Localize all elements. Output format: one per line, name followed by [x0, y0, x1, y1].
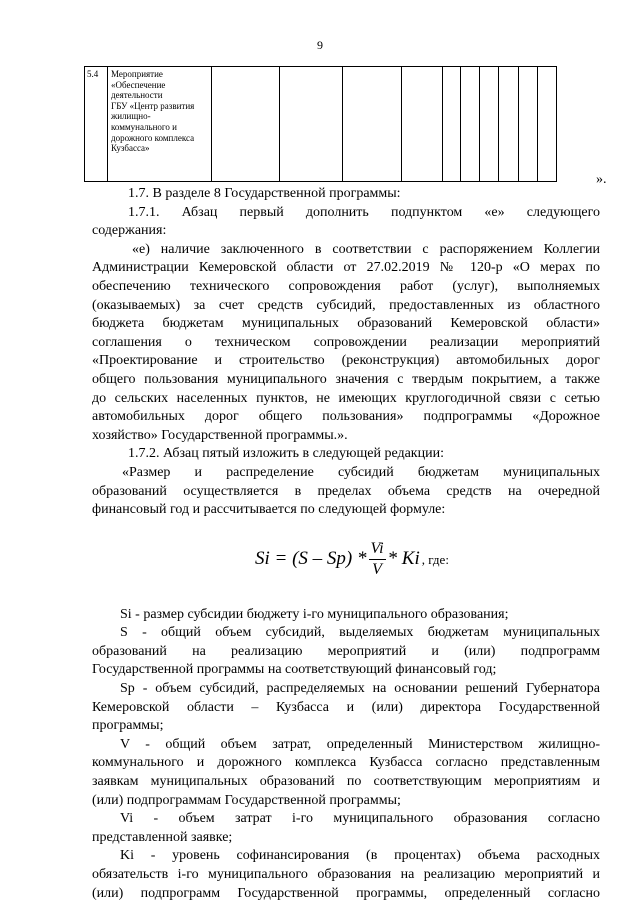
text-line: автомобильных дорог общего пользования» подпрограммы «Дорожное: [92, 409, 600, 425]
text-line: бюджета бюджетам муниципальных образований Кемеровской области»: [92, 316, 600, 332]
formula-right: * Ki: [387, 547, 420, 569]
event-line: ГБУ «Центр развития: [111, 100, 195, 111]
text-line: обеспечению технического сопровождения работ (услуг), выполняемых: [92, 278, 600, 294]
text-line: (оказываемых) за счет средств субсидий, предоставленных из областного: [92, 297, 600, 313]
empty-cell: [212, 67, 280, 182]
event-line: «Обеспечение: [111, 79, 166, 90]
text-line: финансовый год и рассчитывается по следующей формуле:: [92, 502, 446, 518]
closing-quote: ».: [596, 172, 607, 187]
formula-expression: [255, 539, 449, 580]
text-line: Vi - объем затрат i-го муниципального образования согласно: [120, 811, 600, 827]
event-line: жилищно-: [111, 111, 151, 122]
text-line: Администрации Кемеровской области от 27.02.2019 № 120-р «О мерах по: [92, 260, 600, 276]
formula-suffix: , где:: [421, 551, 449, 567]
text-line: «Проектирование и строительство (реконструкция) автомобильных дорог: [92, 353, 600, 369]
text-line: программы;: [92, 718, 164, 734]
empty-cell: [538, 67, 557, 182]
text-line: хозяйство» Государственной программы.».: [92, 427, 348, 443]
text-line: образований осуществляется в пределах объема средств на очередной: [92, 483, 600, 499]
empty-cell: [280, 67, 343, 182]
text-line: соглашения о техническом сопровождении реализации мероприятий: [92, 334, 600, 350]
text-line: Государственной программы на соответствующий финансовый год;: [92, 662, 497, 678]
text-line: V - общий объем затрат, определенный Министерством жилищно-: [120, 736, 600, 752]
text-line: «е) наличие заключенного в соответствии с распоряжением Коллегии: [132, 241, 600, 257]
document-body: [92, 185, 600, 903]
text-line: до сельских населенных пунктов, не имеющих круглогодичной связи с сетью: [92, 390, 600, 406]
text-line: Si - размер субсидии бюджету i-го муниципального образования;: [120, 606, 509, 622]
text-line: 1.7.2. Абзац пятый изложить в следующей редакции:: [128, 446, 444, 462]
formula-numerator: Vi: [369, 539, 386, 560]
row-number-cell: 5.4: [85, 67, 108, 182]
empty-cell: [461, 67, 480, 182]
text-line: Ki - уровень софинансирования (в процентах) объема расходных: [120, 848, 600, 864]
text-line: «Размер и распределение субсидий бюджетам муниципальных: [122, 464, 600, 480]
empty-cell: [499, 67, 519, 182]
text-line: общего пользования муниципального значения с твердым покрытием, а также: [92, 371, 600, 387]
formula-fraction: [369, 539, 386, 580]
empty-cell: [402, 67, 443, 182]
text-line: заявкам муниципальных образований по соответствующим мероприятиям и: [92, 774, 600, 790]
empty-cell: [443, 67, 461, 182]
text-line: S - общий объем субсидий, выделяемых бюджетам муниципальных: [120, 625, 600, 641]
event-name-cell: [108, 67, 212, 182]
event-line: Кузбасса»: [111, 143, 150, 154]
event-line: деятельности: [111, 90, 163, 101]
empty-cell: [343, 67, 402, 182]
formula-denominator: V: [372, 560, 382, 578]
text-line: 1.7. В разделе 8 Государственной программы:: [128, 186, 401, 201]
table-row: [85, 67, 557, 182]
text-line: (или) подпрограмм Государственной программы, определенный согласно: [92, 885, 600, 901]
text-line: обязательств i-го муниципального образования на реализацию мероприятий и: [92, 867, 600, 882]
text-line: коммунального и дорожного комплекса Кузбасса согласно представленным: [92, 755, 600, 771]
text-line: Sp - объем субсидий, распределяемых на основании решений Губернатора: [120, 681, 600, 697]
text-line: представленной заявке;: [92, 829, 233, 845]
event-line: дорожного комплекса: [111, 132, 195, 143]
empty-cell: [519, 67, 538, 182]
text-line: 1.7.1. Абзац первый дополнить подпунктом «е» следующего: [128, 204, 600, 220]
text-line: образований на реализацию мероприятий и (или) подпрограмм: [92, 643, 600, 659]
program-table-fragment: [84, 66, 557, 182]
text-line: (или) подпрограммам Государственной программы;: [92, 792, 401, 808]
empty-cell: [480, 67, 499, 182]
page-number: 9: [317, 38, 323, 52]
text-line: содержания:: [92, 223, 167, 239]
subsidy-formula: [92, 520, 600, 606]
formula-left: Si = (S – Sp) *: [255, 547, 367, 569]
text-line: Кемеровской области – Кузбасса и (или) директора Государственной: [92, 699, 600, 715]
event-line: Мероприятие: [111, 69, 163, 79]
event-line: коммунального и: [111, 121, 177, 132]
